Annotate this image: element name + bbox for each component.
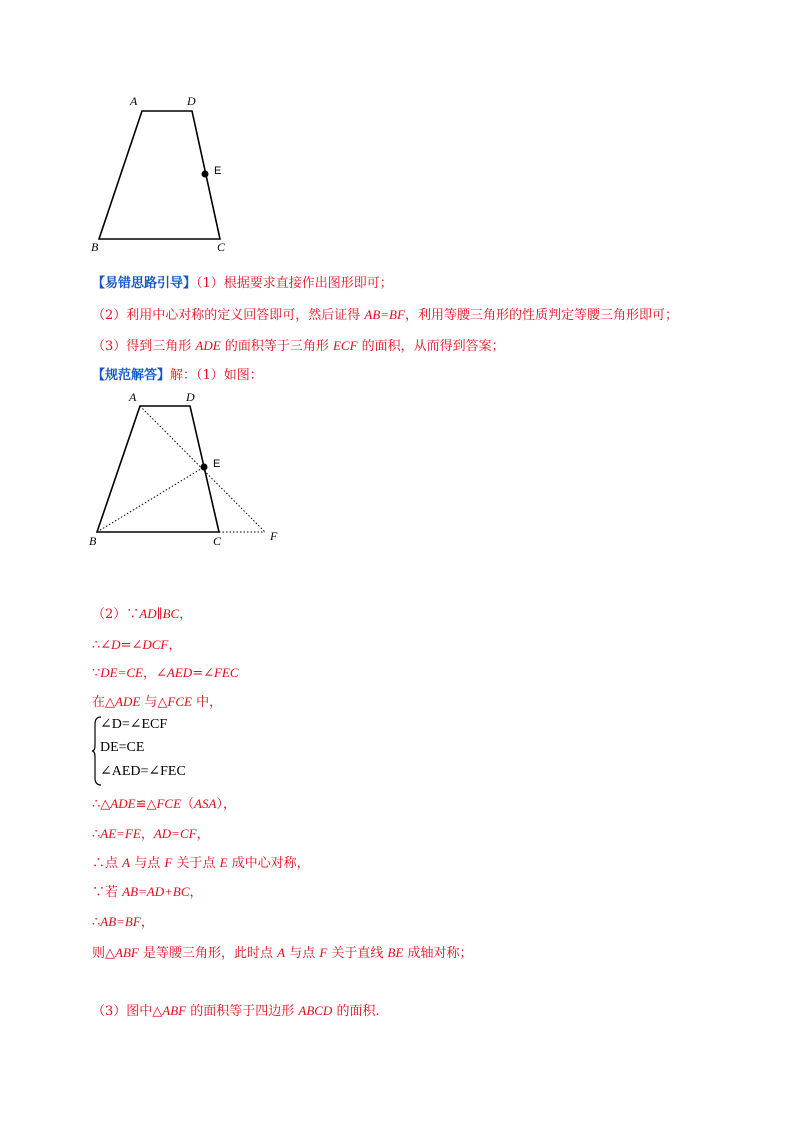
proof-line-9: ∴AB=BF，: [92, 914, 154, 930]
label-f-2: F: [270, 529, 278, 543]
proof-line-10: 则△ABF 是等腰三角形，此时点 A 与点 F 关于直线 BE 成轴对称；: [92, 945, 473, 961]
equation-system: [92, 716, 212, 786]
hint-step2-line: （2）利用中心对称的定义回答即可，然后证得 AB=BF，利用等腰三角形的性质判定等腰三角形即可；: [92, 307, 678, 323]
solution-tag: 【规范解答】: [92, 368, 171, 383]
hint-step1-line: [92, 275, 393, 293]
label-d-2: D: [186, 390, 195, 404]
proof-line-1: （2）∵AD∥BC，: [92, 606, 193, 622]
label-b: B: [91, 240, 99, 254]
label-e: E: [214, 165, 222, 177]
system-row-2: DE=CE: [100, 740, 145, 755]
solution-header-line: [92, 367, 263, 385]
label-c: C: [217, 240, 226, 254]
trapezoid-abcd-2: [97, 406, 219, 532]
proof-line-6: ∴AE=FE，AD=CF，: [92, 826, 210, 842]
system-row-1: ∠D=∠ECF: [100, 717, 168, 732]
proof-line-4: 在△ADE 与△FCE 中，: [92, 694, 223, 710]
proof-line-2: ∴∠D=∠DCF，: [92, 637, 182, 653]
label-a-2: A: [129, 390, 137, 404]
label-e-2: E: [213, 458, 221, 470]
label-b-2: B: [89, 534, 97, 548]
line-b-e: [97, 467, 204, 532]
proof-line-5: ∴△ADE≌△FCE（ASA），: [92, 796, 236, 812]
label-a: A: [130, 94, 138, 108]
proof-line-8: ∵若 AB=AD+BC，: [92, 884, 203, 900]
hint-step3-line: （3）得到三角形 ADE 的面积等于三角形 ECF 的面积，从而得到答案；: [92, 338, 505, 354]
label-d: D: [187, 94, 196, 108]
trapezoid-figure-solution: [86, 386, 296, 550]
part3-line: （3）图中△ABF 的面积等于四边形 ABCD 的面积.: [92, 1003, 380, 1019]
hint-tag: 【易错思路引导】: [92, 276, 197, 291]
trapezoid-figure-original: [86, 90, 246, 258]
system-row-3: ∠AED=∠FEC: [100, 764, 186, 779]
solution-intro: 解：（1）如图：: [170, 368, 263, 383]
proof-line-7: ∴点 A 与点 F 关于点 E 成中心对称，: [92, 855, 310, 871]
label-c-2: C: [213, 534, 222, 548]
hint-step1: （1）根据要求直接作出图形即可；: [196, 276, 393, 291]
proof-line-3: ∵DE=CE，∠AED=∠FEC: [92, 665, 239, 681]
point-e-2: [201, 464, 208, 471]
point-e: [202, 171, 209, 178]
